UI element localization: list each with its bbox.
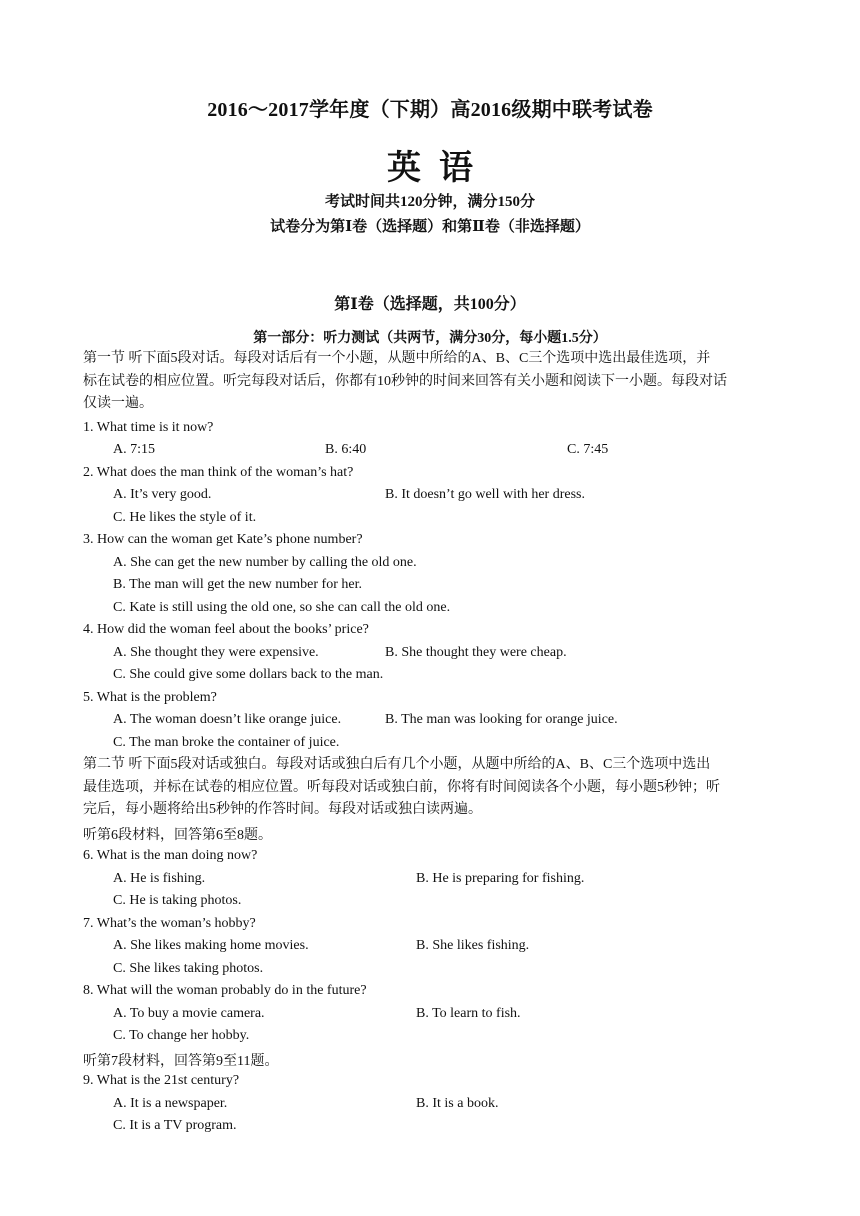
option-b: B. He is preparing for fishing. xyxy=(416,871,585,886)
option-c: C. He is taking photos. xyxy=(113,893,242,908)
volume1-heading: 第Ⅰ卷（选择题，共100分） xyxy=(334,296,526,313)
option-b: B. She thought they were cheap. xyxy=(385,645,567,660)
option-c: C. She could give some dollars back to the man. xyxy=(113,667,384,682)
question-stem: 6. What is the man doing now? xyxy=(83,848,258,863)
question-stem: 2. What does the man think of the woman’s hat? xyxy=(83,465,354,480)
exam-title: 2016～2017学年度（下期）高2016级期中联考试卷 xyxy=(207,99,653,121)
section2-instructions xyxy=(83,754,786,822)
question-stem: 3. How can the woman get Kate’s phone number? xyxy=(83,532,363,547)
exam-structure-info: 试卷分为第Ⅰ卷（选择题）和第Ⅱ卷（非选择题） xyxy=(270,219,590,235)
option-b: B. It is a book. xyxy=(416,1096,499,1111)
subject-title: 英语 xyxy=(387,150,491,187)
question-stem: 9. What is the 21st century? xyxy=(83,1073,240,1088)
question-stem: 5. What is the problem? xyxy=(83,690,217,705)
option-a: A. It’s very good. xyxy=(113,487,212,502)
section1-instructions xyxy=(83,348,786,416)
option-a: A. He is fishing. xyxy=(113,871,206,886)
instruction-line: 第二节 听下面5段对话或独白。每段对话或独白后有几个小题，从题中所给的A、B、C三个选项中选出 xyxy=(83,757,711,772)
option-a: A. The woman doesn’t like orange juice. xyxy=(113,712,342,727)
option-b: B. It doesn’t go well with her dress. xyxy=(385,487,585,502)
option-a: A. She can get the new number by calling the old one. xyxy=(113,555,417,570)
question-stem: 7. What’s the woman’s hobby? xyxy=(83,916,256,931)
instruction-line: 最佳选项，并标在试卷的相应位置。听每段对话或独白前，你将有时间阅读各个小题，每小题5秒钟；听 xyxy=(83,779,720,795)
option-a: A. 7:15 xyxy=(113,442,155,457)
instruction-line: 完后，每小题将给出5秒钟的作答时间。每段对话或独白读两遍。 xyxy=(83,802,482,817)
instruction-line: 仅读一遍。 xyxy=(83,396,153,411)
material-7-note: 听第7段材料，回答第9至11题。 xyxy=(83,1054,279,1069)
option-c: C. It is a TV program. xyxy=(113,1118,237,1133)
option-c: C. To change her hobby. xyxy=(113,1028,250,1043)
option-c: C. The man broke the container of juice. xyxy=(113,735,340,750)
option-b: B. She likes fishing. xyxy=(416,938,530,953)
question-stem: 1. What time is it now? xyxy=(83,420,214,435)
option-b: B. The man will get the new number for her. xyxy=(113,577,362,592)
material-6-note: 听第6段材料，回答第6至8题。 xyxy=(83,828,272,843)
option-a: A. She likes making home movies. xyxy=(113,938,309,953)
option-c: C. Kate is still using the old one, so she can call the old one. xyxy=(113,600,451,615)
option-a: A. She thought they were expensive. xyxy=(113,645,319,660)
option-b: B. To learn to fish. xyxy=(416,1006,521,1021)
option-c: C. He likes the style of it. xyxy=(113,510,257,525)
option-a: A. To buy a movie camera. xyxy=(113,1006,265,1021)
option-b: B. 6:40 xyxy=(325,442,367,457)
option-c: C. 7:45 xyxy=(567,442,609,457)
question-stem: 4. How did the woman feel about the books’ price? xyxy=(83,622,369,637)
option-a: A. It is a newspaper. xyxy=(113,1096,228,1111)
instruction-line: 标在试卷的相应位置。听完每段对话后，你都有10秒钟的时间来回答有关小题和阅读下一小题。每段对话 xyxy=(83,373,727,389)
option-c: C. She likes taking photos. xyxy=(113,961,264,976)
instruction-line: 第一节 听下面5段对话。每段对话后有一个小题，从题中所给的A、B、C三个选项中选出最佳选项，并 xyxy=(83,351,711,366)
option-b: B. The man was looking for orange juice. xyxy=(385,712,618,727)
part1-heading: 第一部分：听力测试（共两节，满分30分，每小题1.5分） xyxy=(253,331,607,346)
question-stem: 8. What will the woman probably do in the future? xyxy=(83,983,367,998)
exam-time-info: 考试时间共120分钟，满分150分 xyxy=(324,194,535,210)
